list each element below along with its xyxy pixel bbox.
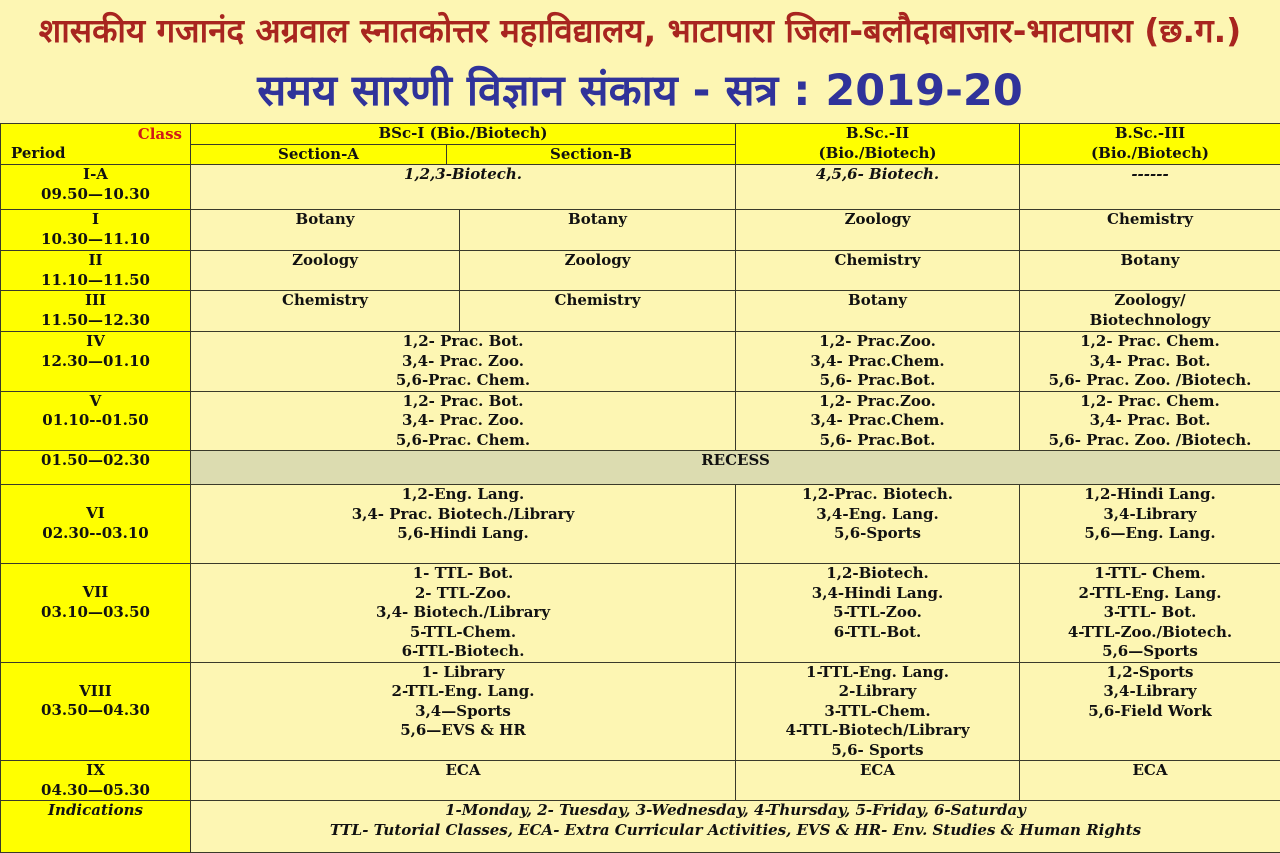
cell-line: 1,2-Eng. Lang. <box>401 485 525 503</box>
period-time: 01.10--01.50 <box>42 411 149 429</box>
period-name: V <box>89 391 102 410</box>
cell-line: 3,4- Biotech./Library <box>375 603 551 621</box>
cell-line: 5,6-Prac. Chem. <box>395 430 531 449</box>
cell-line: 3,4- Prac. Biotech./Library <box>351 504 575 523</box>
cell-line: 1,2-Biotech. <box>826 564 929 582</box>
cell-line: 3,4- Prac.Chem. <box>810 351 945 370</box>
period-row-ia <box>1 165 1280 210</box>
section-a-cell: Botany <box>191 210 460 251</box>
period-row-i <box>1 210 1280 251</box>
period-time: 11.10—11.50 <box>41 270 150 289</box>
bsc2-cell <box>736 662 1020 761</box>
period-cell <box>1 210 191 251</box>
period-name: VI <box>86 504 105 522</box>
cell-line: 1- Library <box>421 662 505 681</box>
indications-label: Indications <box>1 801 191 853</box>
bsc3-cell: ECA <box>1020 761 1280 801</box>
period-name: I-A <box>83 165 108 183</box>
cell-line: 1,2- Prac.Zoo. <box>819 391 936 410</box>
recess-row <box>1 451 1280 485</box>
period-time: 10.30—11.10 <box>41 229 150 248</box>
bsc3-header-line2: (Bio./Biotech) <box>1091 143 1209 162</box>
period-cell <box>1 564 191 663</box>
period-row-vii <box>1 564 1280 663</box>
cell-line: 2- TTL-Zoo. <box>414 583 512 602</box>
cell-line: 4-TTL-Biotech/Library <box>785 721 970 739</box>
cell-line: 2-TTL-Eng. Lang. <box>1078 583 1222 602</box>
cell-line: 5,6- Prac. Zoo. /Biotech. <box>1048 371 1252 389</box>
recess-label: RECESS <box>191 451 1280 485</box>
bsc1-cell: ECA <box>191 761 736 801</box>
cell-line: 5,6- Prac. Zoo. /Biotech. <box>1048 430 1252 449</box>
bsc2-cell <box>736 485 1020 564</box>
period-row-viii <box>1 662 1280 761</box>
cell-line: 5,6-Hindi Lang. <box>397 524 529 542</box>
period-name: IX <box>86 761 105 779</box>
section-a-cell: Chemistry <box>191 291 460 332</box>
bsc3-header-line1: B.Sc.-III <box>1114 124 1186 142</box>
period-row-v <box>1 391 1280 451</box>
bsc3-cell <box>1020 564 1280 663</box>
indications-days: 1-Monday, 2- Tuesday, 3-Wednesday, 4-Thursday, 5-Friday, 6-Saturday <box>445 801 1026 819</box>
period-time: 09.50—10.30 <box>41 184 150 203</box>
period-row-iii <box>1 291 1280 332</box>
cell-line: 1-TTL-Eng. Lang. <box>806 662 949 681</box>
college-title: शासकीय गजानंद अग्रवाल स्नातकोत्तर महाविद्यालय, भाटापारा जिला-बलौदाबाजार-भाटापारा (छ.ग.) <box>38 11 1242 50</box>
timetable-table <box>0 123 1280 853</box>
cell-line: 5,6—EVS & HR <box>400 721 526 739</box>
cell-line: 6-TTL-Bot. <box>833 622 922 641</box>
bsc2-header-line2: (Bio./Biotech) <box>818 143 937 162</box>
cell-line: 3,4-Eng. Lang. <box>816 504 939 523</box>
cell-line: 5-TTL-Chem. <box>409 622 517 641</box>
period-row-iv <box>1 332 1280 392</box>
bsc3-cell: Chemistry <box>1020 210 1280 251</box>
period-row-ii <box>1 251 1280 291</box>
bsc2-header-line1: B.Sc.-II <box>845 124 910 142</box>
period-name: VIII <box>79 681 112 700</box>
class-label: Class <box>137 125 182 143</box>
period-cell <box>1 165 191 210</box>
period-time: 04.30—05.30 <box>41 780 150 799</box>
period-cell <box>1 291 191 332</box>
cell-line: 1,2- Prac. Bot. <box>402 332 524 350</box>
cell-line: 3,4- Prac. Bot. <box>1089 351 1211 370</box>
section-b-cell: Chemistry <box>460 291 736 332</box>
bsc1-cell <box>191 332 736 392</box>
cell-line: 4-TTL-Zoo./Biotech. <box>1067 622 1233 641</box>
cell-line: 3,4-Library <box>1103 504 1197 523</box>
timetable-title: समय सारणी विज्ञान संकाय - सत्र : 2019-20 <box>257 66 1023 116</box>
indications-abbrev: TTL- Tutorial Classes, ECA- Extra Curricular Activities, EVS & HR- Env. Studies & Human Rights <box>329 820 1142 839</box>
cell-line: Zoology/ <box>1114 291 1186 309</box>
period-cell <box>1 391 191 451</box>
bsc2-cell: Chemistry <box>736 251 1020 291</box>
period-time: 12.30—01.10 <box>41 351 150 370</box>
period-time: 03.10—03.50 <box>41 602 150 621</box>
period-name: VII <box>82 583 109 601</box>
bsc3-cell <box>1020 291 1280 332</box>
period-cell <box>1 251 191 291</box>
cell-line: 3,4- Prac. Bot. <box>1089 411 1211 429</box>
cell-line: 3,4—Sports <box>415 701 511 720</box>
period-cell <box>1 485 191 564</box>
bsc3-cell <box>1020 485 1280 564</box>
bsc1-cell <box>191 485 736 564</box>
cell-line: 5,6-Prac. Chem. <box>395 371 531 389</box>
bsc3-cell: Botany <box>1020 251 1280 291</box>
cell-line: 1,2-Prac. Biotech. <box>802 485 953 503</box>
cell-line: 5,6- Prac.Bot. <box>819 430 936 449</box>
section-a-header: Section-A <box>191 144 447 165</box>
indications-row <box>1 801 1280 853</box>
cell-line: 1,2- Prac. Chem. <box>1080 391 1220 410</box>
period-row-ix <box>1 761 1280 801</box>
cell-line: 5,6—Sports <box>1102 642 1198 660</box>
bsc2-header <box>736 124 1020 165</box>
bsc1-cell <box>191 662 736 761</box>
bsc2-cell: ECA <box>736 761 1020 801</box>
bsc2-cell <box>736 332 1020 392</box>
bsc2-cell <box>736 564 1020 663</box>
cell-line: 1-TTL- Chem. <box>1094 564 1206 582</box>
bsc1-cell <box>191 391 736 451</box>
section-b-header: Section-B <box>447 144 736 165</box>
cell-line: 2-Library <box>838 682 917 700</box>
cell-line: 3,4- Prac.Chem. <box>810 411 945 429</box>
cell-line: 3,4-Library <box>1103 682 1197 700</box>
period-cell <box>1 332 191 392</box>
bsc2-cell: Zoology <box>736 210 1020 251</box>
bsc2-cell: 4,5,6- Biotech. <box>736 165 1020 210</box>
bsc1-cell <box>191 564 736 663</box>
section-b-cell: Botany <box>460 210 736 251</box>
bsc1-cell: 1,2,3-Biotech. <box>191 165 736 210</box>
cell-line: 5,6-Field Work <box>1088 701 1212 720</box>
cell-line: 3,4- Prac. Zoo. <box>402 351 524 370</box>
period-time: 11.50—12.30 <box>41 310 150 329</box>
cell-line: 1,2- Prac. Chem. <box>1080 332 1220 350</box>
bsc3-cell: ------ <box>1020 165 1280 210</box>
bsc3-cell <box>1020 332 1280 392</box>
class-period-header <box>1 124 191 165</box>
period-time: 02.30--03.10 <box>42 523 149 542</box>
cell-line: 3,4-Hindi Lang. <box>811 583 944 602</box>
period-row-vi <box>1 485 1280 564</box>
cell-line: 3-TTL- Bot. <box>1103 603 1197 621</box>
bsc2-cell: Botany <box>736 291 1020 332</box>
period-time: 03.50—04.30 <box>41 701 150 719</box>
bsc1-header: BSc-I (Bio./Biotech) <box>191 124 736 145</box>
cell-line: 5,6- Sports <box>831 740 924 759</box>
period-name: I <box>91 210 100 228</box>
cell-line: 1- TTL- Bot. <box>412 564 514 582</box>
cell-line: 1,2- Prac.Zoo. <box>819 332 936 350</box>
header-row <box>1 124 1280 145</box>
period-cell <box>1 662 191 761</box>
section-b-cell: Zoology <box>460 251 736 291</box>
period-name: II <box>88 251 103 269</box>
cell-line: 2-TTL-Eng. Lang. <box>391 682 535 700</box>
cell-line: 5,6- Prac.Bot. <box>819 371 936 389</box>
indications-text <box>191 801 1280 853</box>
bsc2-cell <box>736 391 1020 451</box>
period-label: Period <box>11 143 66 162</box>
section-a-cell: Zoology <box>191 251 460 291</box>
cell-line: 1,2-Hindi Lang. <box>1084 485 1216 503</box>
bsc3-header <box>1020 124 1280 165</box>
cell-line: 5-TTL-Zoo. <box>833 603 922 621</box>
cell-line: 1,2- Prac. Bot. <box>402 391 524 410</box>
period-name: III <box>84 291 107 309</box>
recess-time: 01.50—02.30 <box>1 451 191 485</box>
cell-line: 3,4- Prac. Zoo. <box>402 411 524 429</box>
bsc3-cell <box>1020 391 1280 451</box>
cell-line: Biotechnology <box>1089 310 1211 329</box>
period-name: IV <box>86 332 105 350</box>
cell-line: 3-TTL-Chem. <box>824 701 931 720</box>
cell-line: 5,6—Eng. Lang. <box>1084 524 1216 542</box>
period-cell <box>1 761 191 801</box>
cell-line: 1,2-Sports <box>1106 662 1194 681</box>
cell-line: 5,6-Sports <box>834 524 921 542</box>
bsc3-cell <box>1020 662 1280 761</box>
cell-line: 6-TTL-Biotech. <box>401 642 525 660</box>
